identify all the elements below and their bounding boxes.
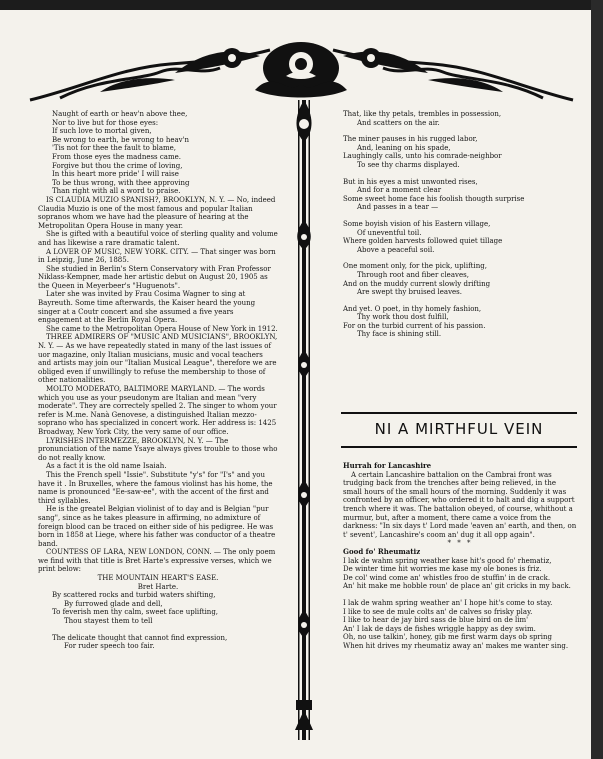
text-line: Than right with all a word to praise. — [52, 187, 181, 196]
text-line: De winter time hit worries me kase my ole bones is friz. — [343, 565, 542, 574]
text-line: I lak de wahm spring weather kase hit's good fo' rhematiz, — [343, 556, 552, 565]
text-line: Hurrah for Lancashire — [343, 461, 432, 470]
text-line: THREE ADMIRERS OF "MUSIC AND MUSICIANS", BROOKLYN, N. Y. — As we have repeatedly stated in many of the last issues of uor magazine, only Italian musicians, music and vocal teachers and artists may join our "Italian Musical League", therefore we are obliged even if unwillingly to refuse the membership to those of other nationalities. — [38, 333, 278, 385]
poem-line: Above a peaceful soil. — [357, 245, 435, 254]
heading-bottom-rule — [341, 446, 577, 448]
poem-line: The miner pauses in his rugged labor, — [343, 135, 478, 144]
text-line: IS CLAUDIA MUZIO SPANISH?, BROOKLYN, N. Y. — No, indeed Claudia Muzio is one of the most famous and popular Italian sopranos whom we have had the pleasure of hearing at the Metropolitan Opera House in many year. — [38, 195, 276, 230]
text-line: COUNTESS OF LARA, NEW LONDON, CONN. — The only poem we find with that title is Bret Harte's expressive verses, which we print below: — [38, 548, 276, 574]
poem-line: Of uneventful toil. — [357, 228, 422, 237]
poem-line: To see thy charms displayed. — [357, 160, 460, 169]
text-line: I lak de wahm spring weather an' I hope hit's come to stay. — [343, 598, 553, 607]
section-heading: NI A MIRTHFUL VEIN — [374, 420, 544, 438]
spacer — [343, 591, 577, 599]
text-line: An' hit make me hobble roun' de place an' git cricks in my back. — [343, 582, 571, 591]
poem-line: And on the muddy current slowly drifting — [343, 279, 491, 288]
vertical-ornamental-divider — [283, 100, 325, 740]
scan-right-border — [591, 0, 603, 759]
text-line: THE MOUNTAIN HEART'S EASE. — [97, 574, 219, 583]
poem-line: Are swept thy bruised leaves. — [357, 288, 462, 297]
text-line: An' I lak de days de fishes wriggle happy as dey swim. — [343, 624, 536, 633]
text-line: As a fact it is the old name Isaiah. — [46, 462, 167, 471]
poem-line: Thy work thou dost fulfill, — [357, 313, 449, 322]
text-line: Oh, no use talkin', honey, gib me first warm days ob spring — [343, 633, 552, 642]
poem-line: Through root and fiber cleaves, — [357, 270, 469, 279]
poem-line: Some boyish vision of his Eastern village, — [343, 219, 491, 228]
right-poem-column — [343, 110, 577, 339]
text-line: To feverish men thy calm, sweet face uplifting, — [52, 608, 219, 617]
text-line: Bret Harte. — [137, 582, 179, 591]
text-line: * * * — [447, 539, 473, 548]
poem-line: That, like thy petals, trembles in possession, — [343, 110, 502, 118]
text-line: Good fo' Rheumatiz — [343, 546, 421, 556]
poem-line: But in his eyes a mist unwonted rises, — [343, 177, 478, 186]
text-line: This the French spell "Issie". Substitute "y's" for "I's" and you have it . In Bruxelles, where the famous violinst has his home, the name is pronounced "Ee-saw-ee", with the accent of the first and third syllables. — [38, 470, 273, 505]
poem-line: And scatters on the air. — [357, 118, 440, 127]
text-line: I like to hear de jay bird sass de blue bird on de lim' — [343, 616, 529, 625]
text-line: A certain Lancashire battalion on the Cambrai front was trudging back from the trenches after being relieved, in the small hours of the small hours of the morning. Suddenly it was confronted by an officer, who ordered it to halt and dig a support trench where it was. The battalion obeyed, of course, whithout a murmur, but, after a moment, there came a voice from the darkness: "In six days t' Lord made 'eaven an' earth, and then, on t' sevent', Lancashire's coom an' dug it all opp again". — [343, 470, 577, 539]
spacer — [343, 254, 577, 262]
text-line: Thou stayest them to tell — [64, 617, 153, 626]
text-line: She studied in Berlin's Stern Conservatory with Fran Professor Niklass-Kempner, made her artistic debut on August 20, 1905 as the Queen in Meyerbeer's "Huguenots". — [38, 264, 271, 290]
poem-line: Thy face is shining still. — [357, 330, 442, 339]
poem-line: Laughingly calls, unto his comrade-neighbor — [343, 152, 502, 161]
left-text-column — [38, 110, 278, 651]
poem-line: Some sweet home face his foolish thougth surprise — [343, 194, 525, 203]
text-line: Later she was invited by Frau Cosima Wagner to sing at Bayreuth. Some time afterwards, the Kaiser heard the young singer at a Coutr concert and she assumed a five years engagement at the Berlin Royal Opera. — [38, 290, 256, 325]
poem-line: Where golden harvests followed quiet tillage — [343, 237, 503, 246]
text-line: For ruder speech too fair. — [64, 642, 155, 651]
text-line: Forgive but thou the crime of loving, — [52, 161, 183, 170]
spacer — [343, 212, 577, 220]
poem-line: And, leaning on his spade, — [357, 143, 451, 152]
spacer — [38, 626, 278, 634]
text-line: MOLTO MODERATO, BALTIMORE MARYLAND. — The words which you use as your pseudonym are Italian and mean "very moderate". They are correctely spelled 2. The singer to whom your refer is M.me. Nanà Genovese, a distinguished Italian mezzo-soprano who has specialized in concert work. Her address is: 1425 Broadway, New York City, the very same of our office. — [38, 385, 277, 436]
text-line: From those eyes the madness came. — [52, 152, 181, 161]
text-line: I like to see de mule colts an' de calves so frisky play. — [343, 607, 533, 616]
text-line: LYRISHES INTERMEZZE, BROOKLYN, N. Y. — The pronunciation of the name Ysaye always gives trouble to those who do not really know. — [38, 436, 278, 462]
text-line: If such love to mortal given, — [52, 127, 152, 136]
text-line: When hit drives my rheumatiz away an' makes me wanter sing. — [343, 641, 569, 650]
decorative-header-ornament — [0, 28, 603, 108]
text-line: Naught of earth or heav'n above thee, — [52, 110, 188, 118]
text-line: 'Tis not for thee the fault to blame, — [52, 144, 177, 153]
poem-line: And passes in a tear — — [357, 203, 439, 212]
text-line: Nor to live but for those eyes: — [52, 118, 159, 127]
text-line: He is the greatel Belgian violinist of to day and is Belgian "pur sang", since as he takes pleasure in affirming, no admixture of foreign blood can be traced on either side of his pedigree. He was born in 1858 at Liege, where his father was conductor of a theatre band. — [38, 505, 276, 548]
scan-top-border — [0, 0, 603, 10]
text-line: She came to the Metropolitan Opera House of New York in 1912. — [46, 324, 278, 333]
poem-line: One moment only, for the pick, uplifting, — [343, 262, 487, 271]
section-heading-box — [341, 412, 577, 452]
text-line: In this heart more pride' I will raise — [52, 170, 179, 179]
spacer — [343, 170, 577, 178]
poem-line: For on the turbid current of his passion. — [343, 321, 486, 330]
text-line: She is gifted with a beautiful voice of sterling quality and volume and has likewise a rare dramatic talent. — [38, 230, 278, 247]
text-line: By furrowed glade and dell, — [64, 599, 163, 608]
text-line: By scattered rocks and turbid waters shifting, — [52, 591, 216, 600]
text-line: To be thus wrong, with thee approving — [52, 178, 190, 187]
humor-column — [343, 462, 577, 650]
spacer — [343, 297, 577, 305]
spacer — [343, 127, 577, 135]
text-line: De col' wind come an' whistles froo de stuffin' in de crack. — [343, 573, 551, 582]
text-line: The delicate thought that cannot find expression, — [52, 633, 228, 642]
heading-top-rule — [341, 412, 577, 414]
poem-line: And yet. O poet, in thy homely fashion, — [343, 304, 482, 313]
poem-line: And for a moment clear — [357, 186, 442, 195]
text-line: Be wrong to earth, be wrong to heav'n — [52, 135, 190, 144]
text-line: A LOVER OF MUSIC, NEW YORK. CITY. — That singer was born in Leipzig, June 26, 1885. — [38, 247, 276, 265]
